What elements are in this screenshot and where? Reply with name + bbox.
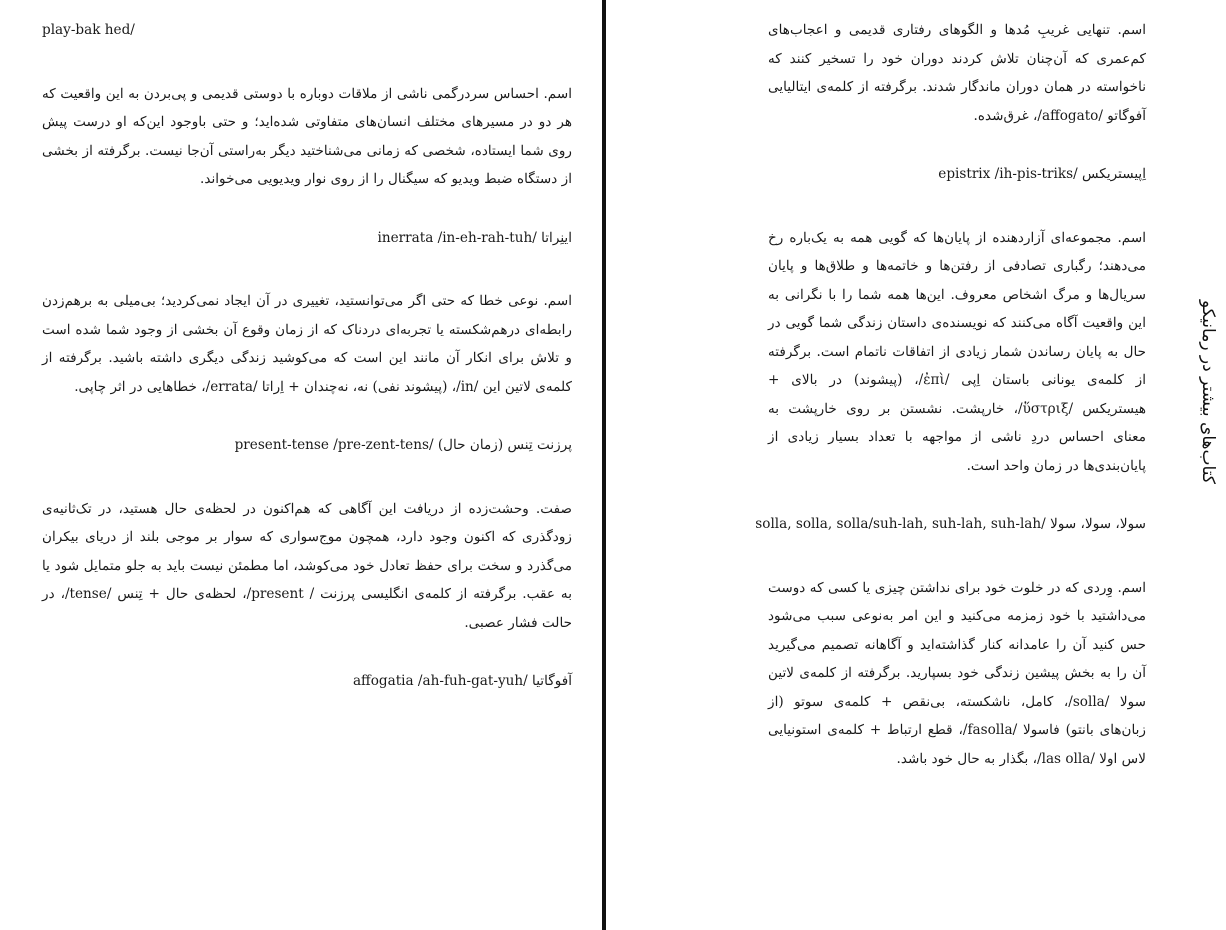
definition-affogatia: اسم. تنهایی غریبِ مُدها و الگوهای رفتاری قدیمی و اعجاب‌های کم‌عمری که آن‌چنان تلاش کردند دوران خود را تسخیر کنند که ناخواسته در همان دوران ماندگار شدند. برگرفته از کلمه‌ی ایتالیایی آفوگاتو /affogato/، غرق‌شده. (768, 22, 1146, 124)
right-text-column (755, 16, 1146, 773)
term-inerrata: اینِراتا /inerrata /in-eh-rah-tuh (377, 229, 572, 246)
left-page (0, 0, 604, 930)
definition-play-back-head: اسم. احساس سردرگمی ناشی از ملاقات دوباره با دوستی قدیمی و پی‌بردن به این واقعیت که هر دو در مسیرهای مختلف انسان‌های متفاوتی شده‌اید؛ و حتی باوجود این‌که او درست پیش روی شما ایستاده، شخصی که زمانی می‌شناختید دیگر به‌راستی آن‌جا نیست. برگرفته از بخشی از دستگاه ضبط ویدیو که سیگنال را از روی نوار ویدیویی می‌خواند. (42, 85, 572, 187)
definition-epistrix: اسم. مجموعه‌ای آزاردهنده از پایان‌ها که گویی همه به یک‌باره رخ می‌دهند؛ رگباری تصادفی از رفتن‌ها و خاتمه‌ها و طلاق‌ها و پایان سریال‌ها و مرگ اشخاص معروف. این‌ها همه شما را با نگرانی به این واقعیت آگاه می‌کنند که نویسنده‌ی داستان زندگی شما گویی در حال به پایان رساندن شمار زیادی از اتفاقات ناتمام است. برگرفته از کلمه‌ی یونانی باستان اِپی /ἐπὶ/، (پیشوند) در بالای + هیستریکس /ὕστριξ/، خارپشت. نشستن بر روی خارپشت به معنای احساس دردِ ناشی از مواجهه با تعداد بسیار زیادی از پایان‌بندی‌ها در زمان واحد است. (768, 229, 1146, 474)
left-text-column (42, 16, 572, 696)
definition-solla: اسم. وِردی که در خلوت خود برای نداشتن چیزی یا کسی که دوست می‌داشتید با خود زمزمه می‌کنید و این امر به‌نوعی سبب می‌شود حس کنید آن را عامدانه کنار گذاشته‌اید و آگاهانه تصمیم می‌گیرید آن را به بخش پیشین زندگی خود بسپارید. برگرفته از کلمه‌ی لاتین سولا /solla/، کامل، ناشکسته، بی‌نقص + کلمه‌ی سوتو (از زبان‌های بانتو) فاسولا /fasolla/، قطع ارتباط + کلمه‌ی استونیایی لاس اولا /las olla/، بگذار به حال خود باشد. (768, 579, 1146, 767)
term-affogatia: آفوگاتیا /affogatia /ah-fuh-gat-yuh (352, 673, 572, 689)
term-epistrix: اِپیستریکس /epistrix /ih-pis-triks (938, 166, 1146, 182)
right-page (608, 0, 1226, 930)
page-divider (602, 0, 606, 930)
definition-present-tense: صفت. وحشت‌زده از دریافت این آگاهی که هم‌اکنون در لحظه‌ی حال هستید، در تک‌ثانیه‌ی زودگذری که اکنون وجود دارد، همچون موج‌سواری که سوار بر موجی بلند از دریای بیکران می‌گذرد و سخت برای حفظ تعادل خود می‌کوشد، اما مطمئن نیست باید به جلو متمایل شود یا به عقب. برگرفته از کلمه‌ی انگلیسی پرزنت / present/، لحظه‌ی حال + تِنس /tense/، در حالت فشار عصبی. (42, 500, 572, 631)
definition-inerrata: اسم. نوعی خطا که حتی اگر می‌توانستید، تغییری در آن ایجاد نمی‌کردید؛ بی‌میلی به برهم‌زدن رابطه‌ای درهم‌شکسته یا تجربه‌ای دردناک که از زمان وقوع آن بخشی از وجود شما شده است و تلاش برای انکار آن مانند این است که می‌کوشید زندگی دیگری داشته باشید. برگرفته از کلمه‌ی لاتین این /in/، (پیشوند نفی) نه، نه‌چندان + اِراتا /errata/، خطاهایی در اثر چاپی. (42, 293, 572, 395)
term-solla: سولا، سولا، سولا /solla, solla, solla/suh-lah, suh-lah, suh-lah (755, 516, 1146, 532)
term-present-tense: پرزنت تِنس (زمان حال) /present-tense /pre-zent-tens (234, 437, 572, 453)
side-title: کتاب‌های بیشتر در رمانیکو (1198, 300, 1218, 484)
term-play-back-head: play-bak hed/ (42, 22, 135, 38)
